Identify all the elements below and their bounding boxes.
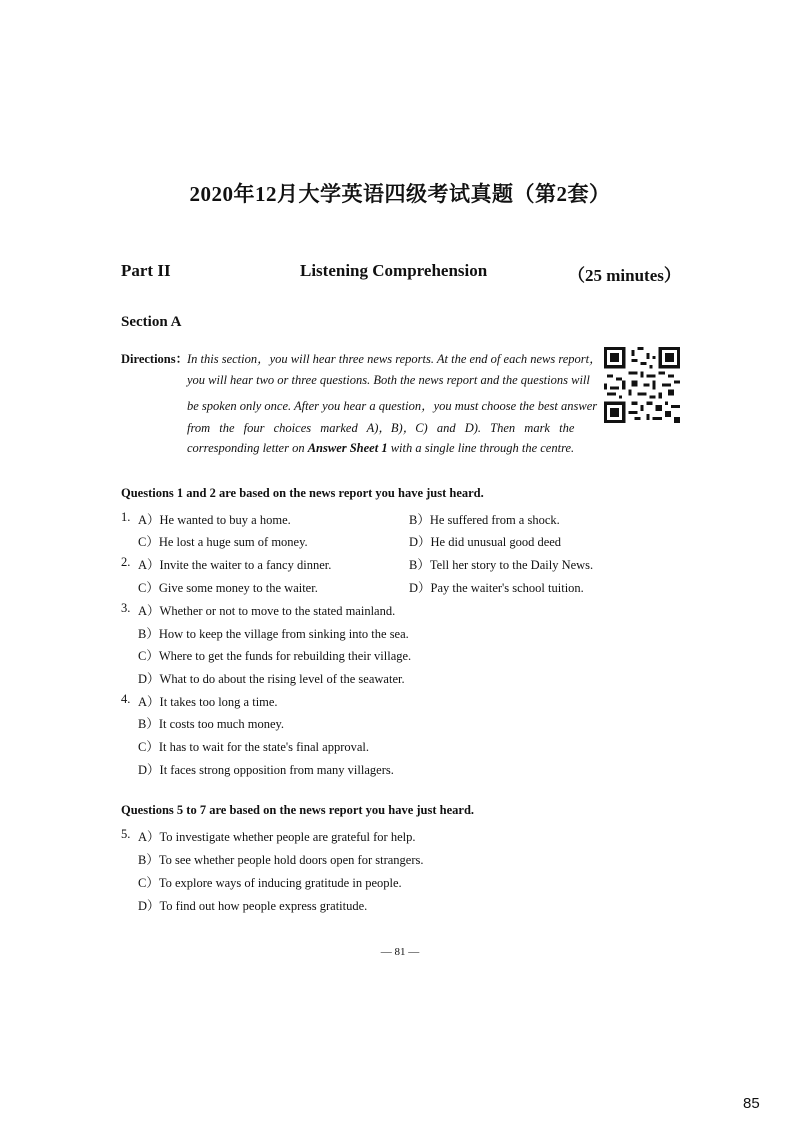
q1-option-a: A）He wanted to buy a home.: [138, 513, 291, 527]
q5-option-a: A）To investigate whether people are grateful for help.: [138, 830, 416, 844]
questions-1-2-heading: Questions 1 and 2 are based on the news report you have just heard.: [121, 486, 484, 500]
page-number: 85: [743, 1095, 760, 1112]
q3-option-c: C）Where to get the funds for rebuilding their village.: [138, 649, 412, 663]
directions-label: Directions：: [121, 352, 189, 366]
directions-line-4: from the four choices marked A)，B)，C) and D). Then mark the: [187, 421, 575, 435]
q1-option-c: C）He lost a huge sum of money.: [138, 535, 308, 549]
q2-option-d: D）Pay the waiter's school tuition.: [409, 581, 584, 595]
q3-option-d: D）What to do about the rising level of the seawater.: [138, 672, 405, 686]
q5-option-c: C）To explore ways of inducing gratitude in people.: [138, 876, 402, 890]
question-number: 5.: [121, 827, 131, 841]
section-heading: Section A: [121, 314, 182, 330]
page-footer: — 81 —: [380, 946, 420, 958]
part-name: Listening Comprehension: [300, 261, 488, 280]
directions-line-3: be spoken only once. After you hear a question，you must choose the best answer: [187, 399, 598, 413]
questions-5-7-heading: Questions 5 to 7 are based on the news report you have just heard.: [121, 803, 475, 817]
question-number: 3.: [121, 601, 131, 615]
directions-line-5-end: with a single line through the centre.: [390, 441, 575, 455]
question-number: 4.: [121, 692, 131, 706]
question-number: 2.: [121, 555, 131, 569]
directions-line-1: In this section，you will hear three news reports. At the end of each news report，: [187, 352, 602, 366]
part-time: （25 minutes）: [568, 266, 681, 285]
q5-option-b: B）To see whether people hold doors open for strangers.: [138, 853, 424, 867]
question-number: 1.: [121, 510, 131, 524]
q1-option-b: B）He suffered from a shock.: [409, 513, 560, 527]
answer-sheet-label: Answer Sheet 1: [307, 441, 388, 455]
q3-option-b: B）How to keep the village from sinking into the sea.: [138, 627, 409, 641]
q4-option-c: C）It has to wait for the state's final approval.: [138, 740, 370, 754]
qr-code-icon: [604, 347, 680, 423]
q4-option-a: A）It takes too long a time.: [138, 695, 278, 709]
directions-line-5: [187, 441, 574, 456]
q4-option-b: B）It costs too much money.: [138, 717, 285, 731]
q5-option-d: D）To find out how people express gratitude.: [138, 899, 368, 913]
q2-option-a: A）Invite the waiter to a fancy dinner.: [138, 558, 332, 572]
directions-line-2: you will hear two or three questions. Both the news report and the questions will: [187, 373, 590, 387]
q4-option-d: D）It faces strong opposition from many villagers.: [138, 763, 394, 777]
part-label: Part II: [121, 261, 171, 280]
page-title: 2020年12月大学英语四级考试真题（第2套）: [189, 182, 611, 206]
q2-option-b: B）Tell her story to the Daily News.: [409, 558, 594, 572]
q1-option-d: D）He did unusual good deed: [409, 535, 562, 549]
directions-line-5-start: corresponding letter on: [187, 441, 305, 455]
q3-option-a: A）Whether or not to move to the stated mainland.: [138, 604, 396, 618]
q2-option-c: C）Give some money to the waiter.: [138, 581, 318, 595]
